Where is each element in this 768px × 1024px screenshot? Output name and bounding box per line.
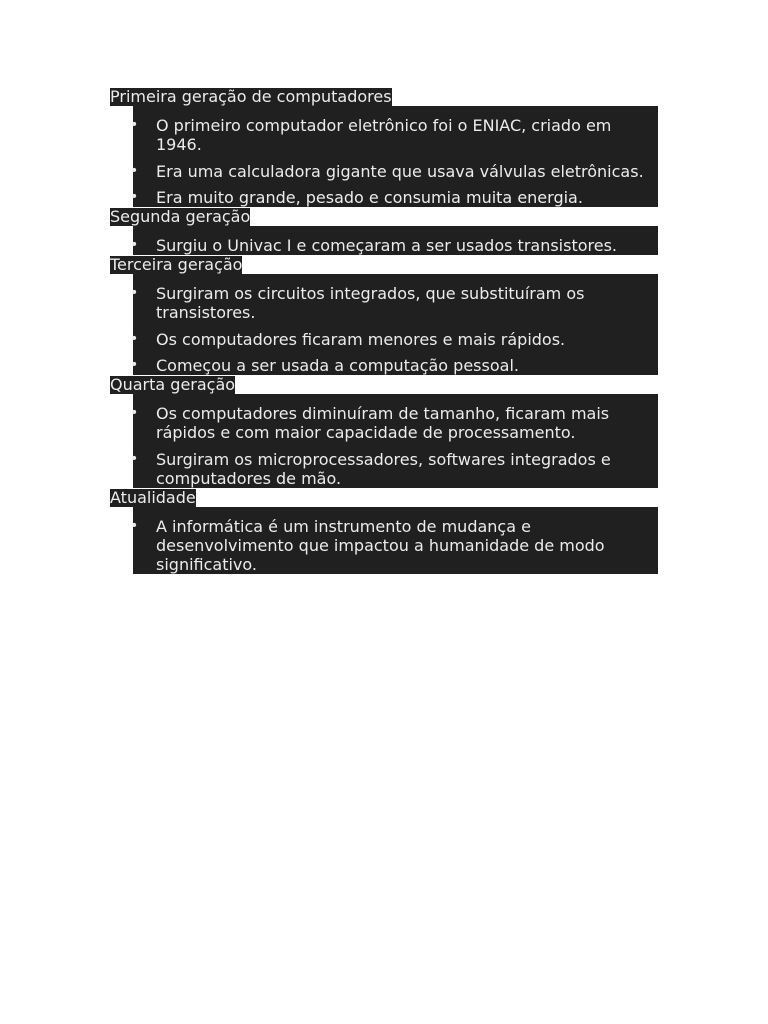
section-quarta-geracao <box>110 375 658 488</box>
section-heading: Quarta geração <box>110 375 236 394</box>
bullet-icon: • <box>130 162 139 179</box>
bullet-list <box>130 394 658 488</box>
bullet-icon: • <box>130 450 139 467</box>
list-item <box>130 116 658 154</box>
list-item-text: Surgiu o Univac I e começaram a ser usados transistores. <box>156 236 618 255</box>
list-item <box>130 449 658 488</box>
bullet-icon: • <box>130 285 139 301</box>
bullet-icon: • <box>130 189 139 205</box>
bullet-list <box>130 507 658 574</box>
bullet-icon: • <box>130 357 139 373</box>
bullet-list <box>130 106 658 207</box>
list-item <box>130 161 658 181</box>
list-item-text: Os computadores ficaram menores e mais rápidos. <box>156 329 566 349</box>
list-item-text: Era uma calculadora gigante que usava válvulas eletrônicas. <box>156 161 644 181</box>
list-item-text: Era muito grande, pesado e consumia muita energia. <box>156 188 583 207</box>
section-terceira-geracao <box>110 255 658 375</box>
bullet-icon: • <box>130 405 139 421</box>
section-heading: Primeira geração de computadores <box>110 87 392 106</box>
list-item-text: Os computadores diminuíram de tamanho, ficaram mais rápidos e com maior capacidade de processamento. <box>156 404 610 442</box>
bullet-list <box>130 226 658 255</box>
list-item-text: A informática é um instrumento de mudança e desenvolvimento que impactou a humanidade de modo significativo. <box>156 516 605 574</box>
bullet-icon: • <box>130 517 139 534</box>
bullet-icon: • <box>130 117 139 133</box>
list-item <box>130 356 658 375</box>
bullet-list <box>130 274 658 375</box>
list-item-text: Começou a ser usada a computação pessoal. <box>156 356 519 375</box>
section-heading: Atualidade <box>110 487 196 507</box>
list-item-text: O primeiro computador eletrônico foi o ENIAC, criado em 1946. <box>156 116 612 154</box>
section-heading: Segunda geração <box>110 207 251 226</box>
list-item <box>130 236 658 255</box>
list-item <box>130 516 658 574</box>
section-primeira-geracao <box>110 87 658 207</box>
bullet-icon: • <box>130 237 139 253</box>
section-atualidade <box>110 488 658 574</box>
list-item-text: Surgiram os microprocessadores, softwares integrados e computadores de mão. <box>156 449 611 488</box>
list-item <box>130 284 658 322</box>
document-body <box>110 87 658 574</box>
section-heading: Terceira geração <box>110 255 243 274</box>
list-item-text: Surgiram os circuitos integrados, que substituíram os transistores. <box>156 284 585 322</box>
bullet-icon: • <box>130 330 139 347</box>
section-segunda-geracao <box>110 207 658 255</box>
list-item <box>130 329 658 349</box>
list-item <box>130 404 658 442</box>
list-item <box>130 188 658 207</box>
